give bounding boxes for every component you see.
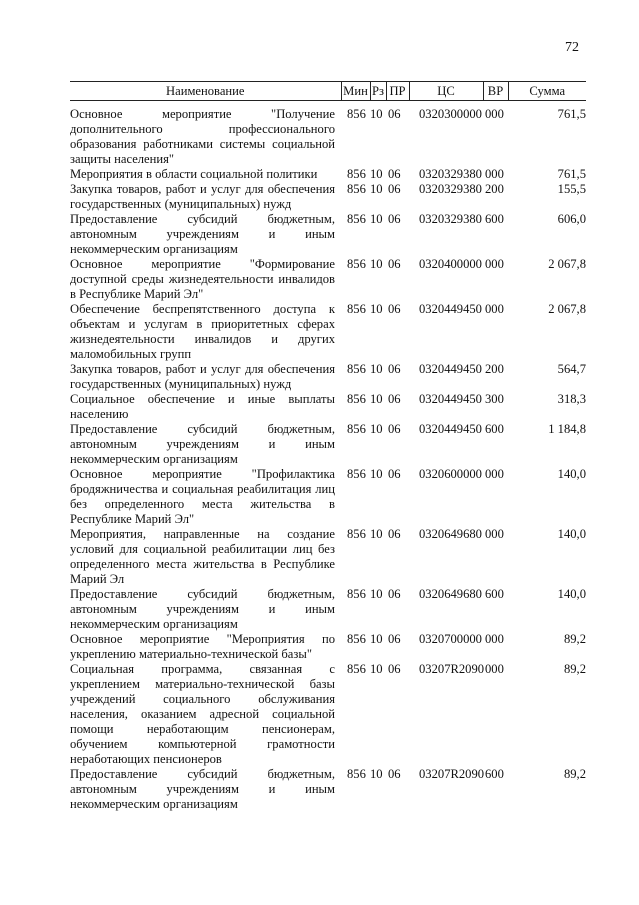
- cell-cs: 0320449450: [419, 302, 482, 316]
- cell-sum: 2 067,8: [548, 257, 586, 271]
- cell-cs: 0320600000: [419, 467, 482, 481]
- cell-cs: 0320400000: [419, 257, 482, 271]
- table-row: [70, 101, 586, 168]
- cell-pr: 06: [388, 212, 401, 226]
- cell-name: Основное мероприятие "Мероприятия по укреплению материально-технической базы": [70, 632, 335, 661]
- cell-cs: 0320329380: [419, 182, 482, 196]
- cell-pr: 06: [388, 302, 401, 316]
- cell-min: 856: [347, 632, 366, 646]
- cell-min: 856: [347, 422, 366, 436]
- cell-sum: 318,3: [557, 392, 586, 406]
- cell-sum: 761,5: [557, 167, 586, 181]
- cell-name: Предоставление субсидий бюджетным, автономным учреждениям и иным некоммерческим организациям: [70, 587, 335, 631]
- cell-vr: 600: [485, 587, 504, 601]
- cell-pr: 06: [388, 422, 401, 436]
- table-row: [70, 182, 586, 212]
- cell-rz: 10: [370, 302, 383, 316]
- cell-pr: 06: [388, 467, 401, 481]
- cell-name: Обеспечение беспрепятственного доступа к объектам и услугам в приоритетных сферах жизнедеятельности инвалидов и других маломобильных групп: [70, 302, 335, 361]
- cell-min: 856: [347, 257, 366, 271]
- table-row: [70, 362, 586, 392]
- cell-pr: 06: [388, 527, 401, 541]
- cell-min: 856: [347, 302, 366, 316]
- cell-cs: 0320300000: [419, 107, 482, 121]
- cell-rz: 10: [370, 422, 383, 436]
- cell-cs: 0320649680: [419, 587, 482, 601]
- cell-cs: 0320449450: [419, 362, 482, 376]
- cell-vr: 600: [485, 767, 504, 781]
- table-row: [70, 527, 586, 587]
- cell-sum: 89,2: [563, 767, 586, 781]
- cell-rz: 10: [370, 662, 383, 676]
- cell-pr: 06: [388, 632, 401, 646]
- cell-vr: 600: [485, 212, 504, 226]
- cell-rz: 10: [370, 182, 383, 196]
- cell-rz: 10: [370, 257, 383, 271]
- cell-min: 856: [347, 167, 366, 181]
- table-header: [70, 82, 586, 101]
- cell-name: Закупка товаров, работ и услуг для обеспечения государственных (муниципальных) нужд: [70, 182, 335, 211]
- header-pr: ПР: [386, 82, 409, 101]
- table-row: [70, 392, 586, 422]
- cell-name: Социальное обеспечение и иные выплаты населению: [70, 392, 335, 421]
- cell-cs: 0320329380: [419, 167, 482, 181]
- cell-vr: 000: [485, 527, 504, 541]
- cell-sum: 761,5: [557, 107, 586, 121]
- cell-pr: 06: [388, 392, 401, 406]
- table-row: [70, 632, 586, 662]
- cell-cs: 0320449450: [419, 392, 482, 406]
- header-rz: Рз: [370, 82, 386, 101]
- cell-min: 856: [347, 527, 366, 541]
- cell-vr: 600: [485, 422, 504, 436]
- cell-pr: 06: [388, 587, 401, 601]
- budget-table: [70, 81, 586, 812]
- page-number: 72: [565, 40, 579, 55]
- cell-pr: 06: [388, 662, 401, 676]
- cell-rz: 10: [370, 467, 383, 481]
- cell-rz: 10: [370, 587, 383, 601]
- cell-cs: 03207R2090: [419, 767, 485, 781]
- cell-rz: 10: [370, 167, 383, 181]
- cell-name: Закупка товаров, работ и услуг для обеспечения государственных (муниципальных) нужд: [70, 362, 335, 391]
- cell-sum: 564,7: [557, 362, 586, 376]
- table-row: [70, 587, 586, 632]
- cell-name: Социальная программа, связанная с укреплением материально-технической базы учреждений социального обслуживания населения, оказанием адресной социальной помощи неработающим пенсионерам, обучением компьютерной грамотности неработающих пенсионеров: [70, 662, 335, 766]
- cell-rz: 10: [370, 767, 383, 781]
- cell-min: 856: [347, 392, 366, 406]
- cell-min: 856: [347, 767, 366, 781]
- cell-cs: 0320329380: [419, 212, 482, 226]
- cell-name: Основное мероприятие "Формирование доступной среды жизнедеятельности инвалидов в Республике Марий Эл": [70, 257, 335, 301]
- cell-pr: 06: [388, 257, 401, 271]
- table-row: [70, 257, 586, 302]
- cell-vr: 000: [485, 257, 504, 271]
- cell-cs: 0320700000: [419, 632, 482, 646]
- cell-pr: 06: [388, 362, 401, 376]
- cell-min: 856: [347, 107, 366, 121]
- cell-sum: 606,0: [557, 212, 586, 226]
- cell-rz: 10: [370, 392, 383, 406]
- header-vr: ВР: [483, 82, 508, 101]
- cell-sum: 140,0: [557, 587, 586, 601]
- cell-min: 856: [347, 467, 366, 481]
- cell-pr: 06: [388, 182, 401, 196]
- cell-vr: 000: [485, 632, 504, 646]
- cell-rz: 10: [370, 107, 383, 121]
- table-body: [70, 101, 586, 813]
- cell-name: Предоставление субсидий бюджетным, автономным учреждениям и иным некоммерческим организациям: [70, 767, 335, 811]
- header-min: Мин: [341, 82, 370, 101]
- cell-min: 856: [347, 182, 366, 196]
- table-row: [70, 662, 586, 767]
- cell-min: 856: [347, 362, 366, 376]
- cell-cs: 0320649680: [419, 527, 482, 541]
- cell-name: Основное мероприятие "Получение дополнительного профессионального образования работниками системы социальной защиты населения": [70, 107, 335, 166]
- cell-rz: 10: [370, 527, 383, 541]
- cell-sum: 155,5: [557, 182, 586, 196]
- header-sum: Сумма: [508, 82, 586, 101]
- cell-rz: 10: [370, 212, 383, 226]
- header-name: Наименование: [70, 82, 341, 101]
- cell-cs: 03207R2090: [419, 662, 485, 676]
- cell-vr: 000: [485, 302, 504, 316]
- cell-sum: 140,0: [557, 527, 586, 541]
- cell-vr: 000: [485, 662, 504, 676]
- cell-vr: 000: [485, 467, 504, 481]
- cell-vr: 200: [485, 362, 504, 376]
- cell-sum: 1 184,8: [548, 422, 586, 436]
- table-row: [70, 467, 586, 527]
- table-row: [70, 167, 586, 182]
- cell-sum: 89,2: [563, 662, 586, 676]
- cell-pr: 06: [388, 107, 401, 121]
- cell-vr: 300: [485, 392, 504, 406]
- cell-name: Предоставление субсидий бюджетным, автономным учреждениям и иным некоммерческим организациям: [70, 422, 335, 466]
- cell-pr: 06: [388, 167, 401, 181]
- cell-name: Основное мероприятие "Профилактика бродяжничества и социальная реабилитация лиц без определенного места жительства в Республике Марий Эл": [70, 467, 335, 526]
- cell-rz: 10: [370, 362, 383, 376]
- cell-sum: 140,0: [557, 467, 586, 481]
- cell-min: 856: [347, 212, 366, 226]
- cell-name: Мероприятия, направленные на создание условий для социальной реабилитации лиц без определенного места жительства в Республике Марий Эл: [70, 527, 335, 586]
- cell-sum: 89,2: [563, 632, 586, 646]
- cell-cs: 0320449450: [419, 422, 482, 436]
- table-row: [70, 212, 586, 257]
- cell-pr: 06: [388, 767, 401, 781]
- table-row: [70, 302, 586, 362]
- cell-name: Мероприятия в области социальной политики: [70, 167, 318, 181]
- table-row: [70, 767, 586, 812]
- cell-min: 856: [347, 662, 366, 676]
- header-cs: ЦС: [409, 82, 483, 101]
- cell-vr: 200: [485, 182, 504, 196]
- table-row: [70, 422, 586, 467]
- cell-min: 856: [347, 587, 366, 601]
- cell-rz: 10: [370, 632, 383, 646]
- cell-vr: 000: [485, 107, 504, 121]
- cell-name: Предоставление субсидий бюджетным, автономным учреждениям и иным некоммерческим организациям: [70, 212, 335, 256]
- cell-sum: 2 067,8: [548, 302, 586, 316]
- cell-vr: 000: [485, 167, 504, 181]
